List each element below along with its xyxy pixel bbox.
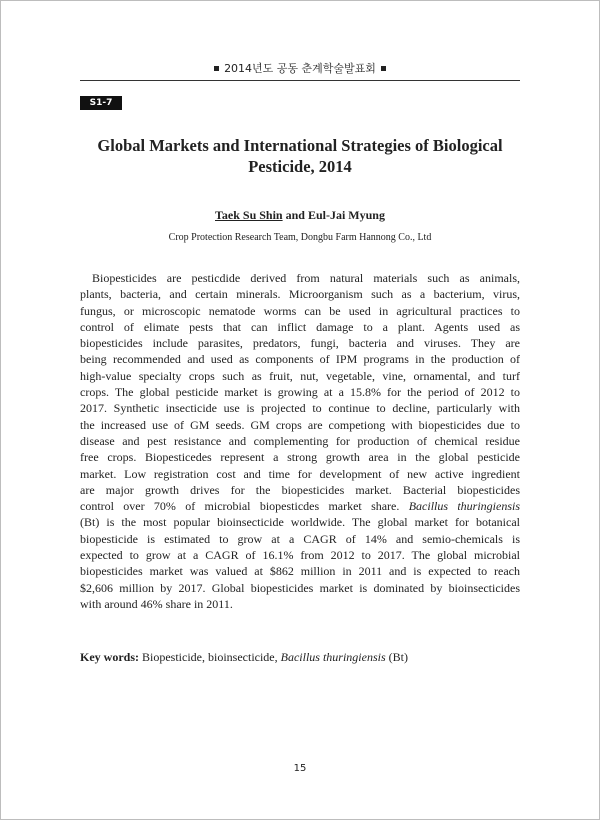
section-tag: S1-7 bbox=[80, 96, 122, 110]
abstract-line: being recommended and used as components of IPM programs in the production of bbox=[80, 352, 520, 367]
abstract-line: with around 46% share in 2011. bbox=[80, 596, 233, 611]
abstract-line: fungus, or microscopic nematode worms can be used in agricultural practices to bbox=[80, 303, 520, 318]
title-line-2: Pesticide, 2014 bbox=[248, 157, 352, 176]
abstract bbox=[80, 270, 520, 612]
paper-title bbox=[80, 135, 520, 177]
abstract-line: free crops. Biopesticedes represent a strong growth area in the global pesticide bbox=[80, 450, 520, 465]
keywords-plain: Biopesticide, bioinsecticide, bbox=[139, 650, 281, 664]
abstract-line-text: control over 70% of microbial biopesticdes market share. bbox=[80, 499, 409, 514]
author-connector: and bbox=[282, 208, 308, 222]
authors bbox=[80, 208, 520, 223]
abstract-line: biopesticide is estimated to grow at a CAGR of 14% and semio-chemicals is bbox=[80, 531, 520, 546]
abstract-line: the increased use of GM seeds. GM crops are competiong with biopesticides due to bbox=[80, 417, 520, 432]
abstract-line: 2017. Synthetic insecticide use is projected to continue to decline, particularly with bbox=[80, 401, 520, 416]
abstract-line: control of elimate pests that can inflict damage to a plant. Agents used as bbox=[80, 319, 520, 334]
abstract-line: high-value specialty crops such as fruit, nut, vegetable, vine, ornamental, and turf bbox=[80, 368, 520, 383]
header-text: 2014년도 공동 춘계학술발표회 bbox=[224, 62, 376, 75]
abstract-line: expected to grow at a CAGR of 16.1% from 2012 to 2017. The global microbial bbox=[80, 548, 520, 563]
running-header bbox=[80, 60, 520, 76]
abstract-line: are major growth drives for the biopesticides market. Bacterial biopesticides bbox=[80, 482, 520, 497]
abstract-line: market. Low registration cost and time for development of new active ingredient bbox=[80, 466, 520, 481]
square-bullet-icon bbox=[381, 66, 386, 71]
page-number: 15 bbox=[293, 763, 307, 774]
abstract-line: Biopesticides are pesticdide derived from natural materials such as animals, bbox=[92, 271, 520, 285]
keywords bbox=[80, 650, 520, 665]
keywords-label: Key words: bbox=[80, 650, 139, 664]
square-bullet-icon bbox=[214, 66, 219, 71]
abstract-line-with-italic bbox=[80, 498, 520, 514]
italic-species-name: Bacillus thuringiensis bbox=[408, 499, 520, 514]
header-rule bbox=[80, 80, 520, 81]
co-author: Eul-Jai Myung bbox=[307, 208, 385, 222]
abstract-line: plants, bacteria, and certain minerals. Microorganism such as a bacterium, virus, bbox=[80, 287, 520, 302]
abstract-line: (Bt) is the most popular bioinsecticide worldwide. The global market for botanical bbox=[80, 515, 520, 530]
keywords-italic: Bacillus thuringiensis bbox=[280, 650, 386, 664]
title-line-1: Global Markets and International Strategies of Biological bbox=[97, 136, 503, 155]
abstract-line: biopesticides market was valued at $862 million in 2011 and is expected to reach bbox=[80, 564, 520, 579]
abstract-line: biopesticides include parasites, predators, fungi, bacteria and viruses. They are bbox=[80, 336, 520, 351]
keywords-suffix: (Bt) bbox=[385, 650, 408, 664]
abstract-line: $2,606 million by 2017. Global biopesticides market is dominated by bioinsecticides bbox=[80, 580, 520, 595]
affiliation: Crop Protection Research Team, Dongbu Farm Hannong Co., Ltd bbox=[168, 232, 432, 243]
abstract-line: crops. The global pesticide market is growing at a 15.8% for the period of 2012 to bbox=[80, 385, 520, 400]
presenting-author: Taek Su Shin bbox=[215, 208, 283, 222]
abstract-line: disease and pest resistance and complementing for production of chemical residue bbox=[80, 433, 520, 448]
